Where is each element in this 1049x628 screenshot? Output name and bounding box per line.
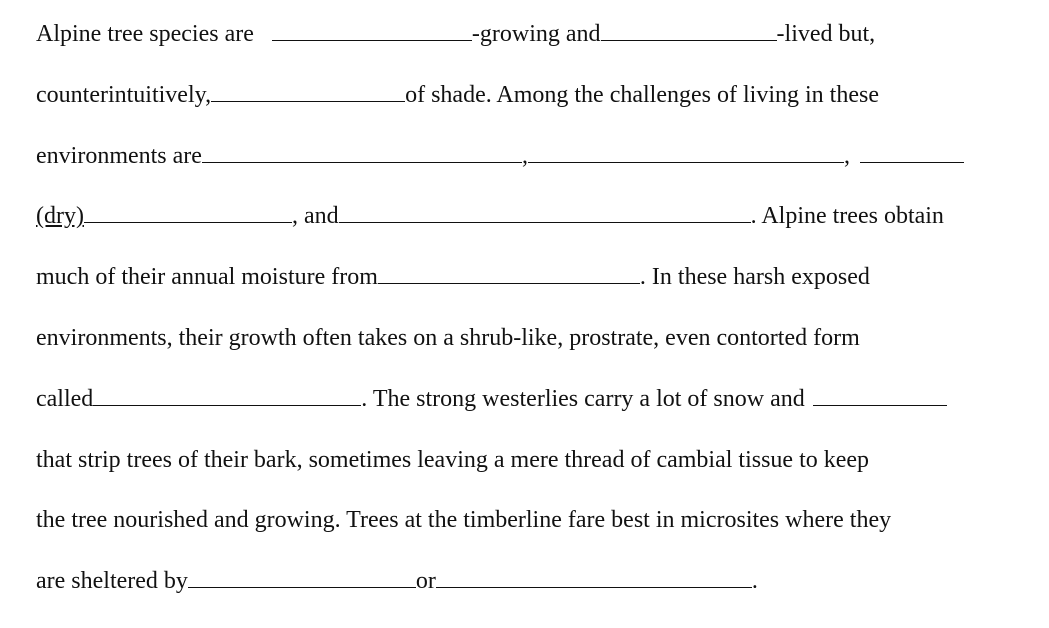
text-segment: of shade. Among the challenges of living in these xyxy=(405,82,879,108)
text-segment: the tree nourished and growing. Trees at the timberline fare best in microsites where they xyxy=(36,507,892,533)
line-4 xyxy=(36,202,944,230)
text-segment: or xyxy=(415,568,436,594)
answer-blank-5[interactable] xyxy=(528,142,844,163)
answer-blank-6[interactable] xyxy=(860,142,964,163)
answer-blank-7[interactable] xyxy=(84,202,292,223)
answer-blank-3[interactable] xyxy=(211,81,405,102)
line-1 xyxy=(36,20,875,48)
text-segment: . Alpine trees obtain xyxy=(750,203,944,229)
answer-blank-1[interactable] xyxy=(272,20,472,41)
text-segment: . The strong westerlies carry a lot of snow and xyxy=(361,386,805,412)
answer-blank-4[interactable] xyxy=(202,142,522,163)
text-segment: counterintuitively, xyxy=(36,82,212,108)
text-segment: , and xyxy=(291,203,339,229)
text-segment: , xyxy=(521,143,528,169)
text-segment: much of their annual moisture from xyxy=(36,264,378,290)
text-segment: . In these harsh exposed xyxy=(639,264,870,290)
answer-blank-13[interactable] xyxy=(436,567,752,588)
text-segment: (dry) xyxy=(36,203,84,229)
line-10 xyxy=(36,567,758,595)
answer-blank-8[interactable] xyxy=(339,202,751,223)
answer-blank-12[interactable] xyxy=(188,567,416,588)
text-segment: called xyxy=(36,386,94,412)
answer-blank-2[interactable] xyxy=(601,20,777,41)
text-segment: are sheltered by xyxy=(36,568,188,594)
line-5 xyxy=(36,263,870,291)
text-segment: environments are xyxy=(36,143,202,169)
text-segment: Alpine tree species are xyxy=(36,21,254,47)
text-segment: that strip trees of their bark, sometimes leaving a mere thread of cambial tissue to keep xyxy=(36,447,870,473)
text-segment: , xyxy=(843,143,850,169)
answer-blank-11[interactable] xyxy=(813,385,947,406)
answer-blank-9[interactable] xyxy=(378,263,640,284)
line-8 xyxy=(36,446,869,474)
line-6 xyxy=(36,324,860,352)
text-segment: environments, their growth often takes on a shrub-like, prostrate, even contorted form xyxy=(36,325,860,351)
line-7 xyxy=(36,385,947,413)
answer-blank-10[interactable] xyxy=(93,385,361,406)
line-3 xyxy=(36,142,964,170)
text-segment: -growing and xyxy=(471,21,601,47)
text-segment: . xyxy=(751,568,758,594)
text-segment: -lived but, xyxy=(776,21,876,47)
line-9 xyxy=(36,506,891,534)
line-2 xyxy=(36,81,879,109)
